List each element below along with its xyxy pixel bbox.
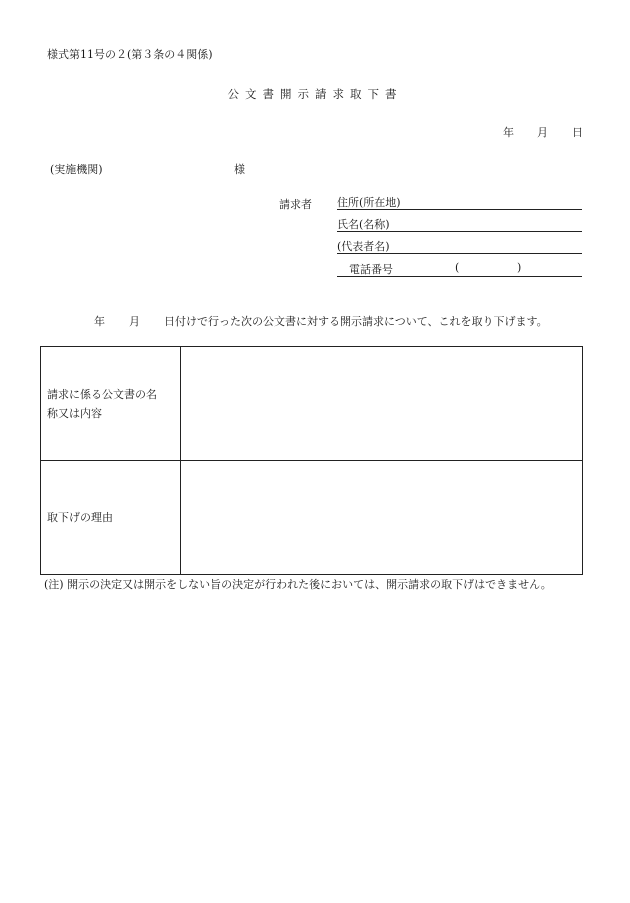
withdrawal-reason-label-cell: 取下げの理由 [41, 461, 181, 575]
name-field[interactable] [337, 216, 582, 232]
name-label: 氏名(名称) [337, 218, 390, 231]
withdrawal-reason-input-cell[interactable] [181, 461, 583, 575]
address-field[interactable] [337, 194, 582, 210]
document-name-label-line1: 請求に係る公文書の名 [47, 387, 157, 401]
date-month-label: 月 [537, 126, 548, 139]
date-year-label: 年 [503, 126, 514, 139]
requester-label: 請求者 [279, 198, 312, 211]
document-name-input-cell[interactable] [181, 347, 583, 461]
phone-close-paren: ) [517, 261, 522, 274]
body-month-label: 月 [129, 315, 140, 328]
phone-field[interactable] [337, 261, 582, 277]
form-number: 様式第11号の２(第３条の４関係) [47, 48, 213, 61]
representative-label: (代表者名) [337, 240, 390, 253]
table-row [41, 461, 583, 575]
document-name-label-cell [41, 347, 181, 461]
body-statement: 日付けで行った次の公文書に対する開示請求について、これを取り下げます。 [164, 315, 548, 328]
body-year-label: 年 [94, 315, 105, 328]
footnote: (注) 開示の決定又は開示をしない旨の決定が行われた後においては、開示請求の取下げはできません。 [44, 578, 552, 591]
document-name-label-line2: 称又は内容 [47, 406, 102, 420]
date-day-label: 日 [572, 126, 583, 139]
address-label: 住所(所在地) [337, 196, 401, 209]
representative-field[interactable] [337, 238, 582, 254]
document-title: 公文書開示請求取下書 [227, 87, 403, 101]
request-table [40, 346, 583, 575]
agency-label: (実施機関) [50, 163, 103, 176]
phone-label: 電話番号 [349, 263, 393, 276]
table-row [41, 347, 583, 461]
phone-open-paren: ( [455, 261, 460, 274]
agency-honorific: 様 [234, 163, 245, 176]
